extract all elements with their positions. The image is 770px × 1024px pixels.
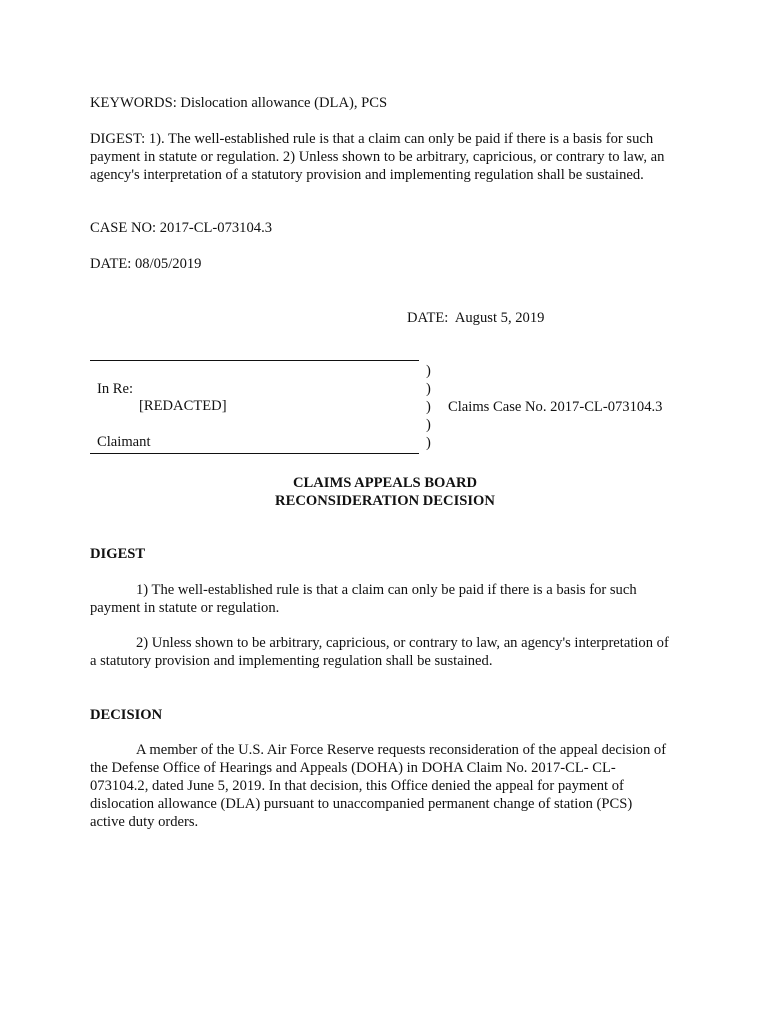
keywords-line: KEYWORDS: Dislocation allowance (DLA), PCS [90, 95, 388, 111]
decision-body: A member of the U.S. Air Force Reserve requests reconsideration of the appeal decision of the Defense Office of Hearings and Appeals (DOHA) in DOHA Claim No. 2017-CL- CL-073104.2, dated June 5, 2019. In that decision, this Office denied the appeal for payment of dislocation allowance (DLA) pursuant to unaccompanied permanent change of station (PCS) active duty orders. [90, 742, 667, 830]
decision-date: DATE: August 5, 2019 [407, 310, 545, 326]
caption-paren: ) [426, 381, 431, 397]
caption-paren-column [426, 362, 436, 452]
caption-in-re: In Re: [97, 381, 134, 397]
digest-item-2: 2) Unless shown to be arbitrary, capricious, or contrary to law, an agency's interpretation of a statutory provision and implementing regulation shall be sustained. [90, 635, 669, 669]
digest-heading: DIGEST [90, 546, 146, 562]
caption-claimant: Claimant [97, 434, 151, 450]
digest-summary: DIGEST: 1). The well-established rule is that a claim can only be paid if there is a basis for such payment in statute or regulation. 2) Unless shown to be arbitrary, capricious, or contrary to law, an agency's interpretation of a statutory provision and implementing regulation shall be sustained. [90, 131, 665, 183]
caption-case-label: Claims Case No. 2017-CL-073104.3 [448, 399, 663, 415]
caption-redacted-party: [REDACTED] [139, 398, 227, 414]
digest-item-1: 1) The well-established rule is that a claim can only be paid if there is a basis for such payment in statute or regulation. [90, 582, 637, 616]
caption-paren: ) [426, 363, 431, 379]
case-date: DATE: 08/05/2019 [90, 256, 202, 272]
decision-heading: DECISION [90, 707, 163, 723]
caption-top-rule [90, 360, 419, 361]
caption-bottom-rule [90, 453, 419, 454]
title-decision-type: RECONSIDERATION DECISION [275, 493, 495, 509]
caption-paren: ) [426, 417, 431, 433]
caption-paren: ) [426, 399, 431, 415]
title-board: CLAIMS APPEALS BOARD [292, 475, 478, 491]
caption-paren: ) [426, 435, 431, 451]
case-number: CASE NO: 2017-CL-073104.3 [90, 220, 273, 236]
